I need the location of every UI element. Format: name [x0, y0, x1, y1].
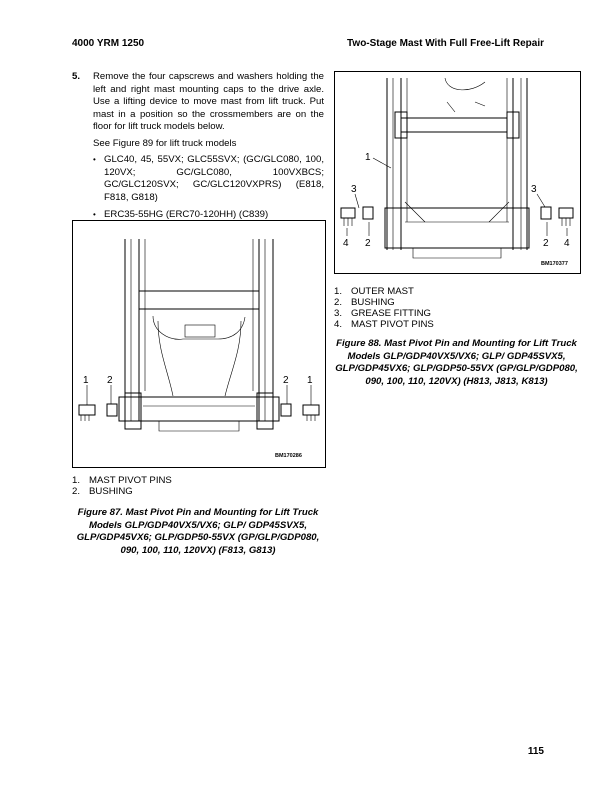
callout-label: 3: [351, 184, 357, 195]
callout-label: 2: [283, 375, 289, 386]
outer-mast-rail: [387, 78, 527, 250]
valve-block: [185, 325, 215, 337]
callout-label: 3: [531, 184, 537, 195]
callout-label: 1: [307, 375, 313, 386]
callout-label: 1: [83, 375, 89, 386]
legend-item: 2. BUSHING: [334, 297, 395, 308]
header-section-title: Two-Stage Mast With Full Free-Lift Repair: [347, 38, 544, 49]
page-number: 115: [527, 746, 544, 757]
inner-rail: [131, 239, 265, 421]
hydraulic-hose: [445, 78, 485, 112]
legend-item: 1. MAST PIVOT PINS: [72, 475, 172, 486]
callout-leader: [355, 194, 545, 208]
step-text: Remove the four capscrews and washers holding the left and right mast mounting caps to the drive axle. Use a lifting device to move mast from lift truck. Put mast in a position so the crossmembers are on the floor for lift truck models below.: [93, 71, 324, 132]
figure-87-caption: Figure 87. Mast Pivot Pin and Mounting for Lift Truck Models GLP/GDP40VX5/VX6; GLP/ GDP45SVX5, GLP/GDP45VX6; GLP/GDP50-55VX (GP/GLP/GDP080, 090, 100, 110, 120VX) (F813, G813): [76, 507, 320, 556]
see-figure-reference: See Figure 89 for lift truck models: [93, 137, 237, 149]
bushing-left: [363, 207, 373, 219]
bushing-right: [541, 207, 551, 219]
callout-leader: [87, 385, 311, 405]
figure-id: BM170377: [541, 261, 568, 267]
callout-label: 2: [107, 375, 113, 386]
lower-crossmember: [119, 397, 279, 421]
callout-label: 4: [564, 238, 570, 249]
figure-87-legend: [72, 475, 172, 497]
model-list-item: • GLC40, 45, 55VX; GLC55SVX; (GC/GLC080, 100, 120VX; GC/GLC080, 100VXBCS; GC/GLC120SVX; GC/GLC120VXPRS) (E818, F818, G818): [93, 154, 324, 204]
figure-88-caption: Figure 88. Mast Pivot Pin and Mounting for Lift Truck Models GLP/GDP40VX5/VX6; GLP/ GDP45SVX5, GLP/GDP45VX6; GLP/GDP50-55VX (GP/GLP/GDP080, 090, 100, 110, 120VX) (H813, J813, K813): [335, 338, 578, 387]
figure-id: BM170286: [275, 453, 302, 459]
callout-label: 4: [343, 238, 349, 249]
model-list-item: • ERC35-55HG (ERC70-120HH) (C839): [93, 209, 324, 222]
callout-label: 2: [543, 238, 549, 249]
inner-rail: [393, 78, 521, 250]
lower-crossmember: [385, 208, 529, 248]
lower-frame-detail: [143, 406, 255, 431]
bushing-left: [107, 404, 117, 416]
bushing-right: [281, 404, 291, 416]
callout-leader: [373, 158, 391, 168]
hydraulic-hose: [153, 316, 245, 339]
callout-leader: [347, 222, 567, 236]
legend-item: 2. BUSHING: [72, 486, 133, 497]
mast-pivot-pin-left: [341, 208, 355, 218]
mast-rail: [125, 239, 273, 421]
figure-88-legend: [334, 286, 434, 330]
pin-bolts: [81, 415, 89, 421]
mast-pivot-pin-left: [79, 405, 95, 415]
step-number: 5.: [72, 71, 81, 82]
figure-88-drawing: [335, 72, 580, 273]
lower-frame-detail: [405, 202, 509, 258]
legend-item: 4. MAST PIVOT PINS: [334, 319, 434, 330]
step-body: [93, 71, 324, 222]
mast-pivot-pin-right: [303, 405, 319, 415]
callout-label: 1: [365, 152, 371, 163]
pin-bolts: [562, 218, 570, 226]
step-5: [72, 71, 324, 227]
pin-bolts: [344, 218, 352, 226]
figure-88-illustration: [334, 71, 581, 274]
legend-item: 3. GREASE FITTING: [334, 308, 431, 319]
model-list: [93, 154, 324, 222]
header-model: 4000 YRM 1250: [72, 38, 145, 49]
callout-label: 2: [365, 238, 371, 249]
upper-crossmember: [139, 291, 259, 309]
pin-bolts: [307, 415, 315, 421]
mast-pivot-pin-right: [559, 208, 573, 218]
hydraulic-hose: [158, 321, 241, 396]
upper-crossmember: [401, 118, 507, 132]
figure-87-illustration: [72, 220, 326, 468]
figure-87-drawing: [73, 221, 325, 467]
legend-item: 1. OUTER MAST: [334, 286, 414, 297]
